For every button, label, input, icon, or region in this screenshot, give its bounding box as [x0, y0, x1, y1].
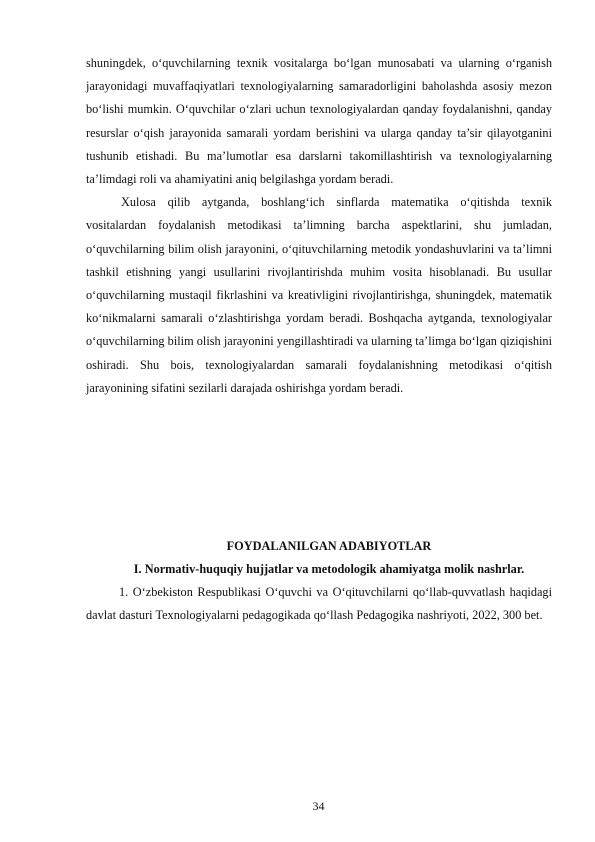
references-section-heading: I. Normativ-huquqiy hujjatlar va metodologik ahamiyatga molik nashrlar.: [133, 562, 525, 577]
references-title: FOYDALANILGAN ADABIYOTLAR: [226, 539, 432, 554]
body-paragraph-1: shuningdek, o‘quvchilarning texnik vositalarga bo‘lgan munosabati va ularning o‘rganish jarayonidagi muvaffaqiyatlari texnologiyalarning samaradorligini baholashda asosiy mezon bo‘lishi mumkin. O‘quvchilar o‘zlari uchun texnologiyalardan qanday foydalanishni, qanday resurslar o‘qish jarayonida samarali yordam berishini va ularga qanday ta’sir qilayotganini tushunib etishadi. Bu ma’lumotlar esa darslarni takomillashtirish va texnologiyalarning ta’limdagi roli va ahamiyatini aniq belgilashga yordam beradi.: [86, 56, 552, 187]
reference-item: 1. O‘zbekiston Respublikasi O‘quvchi va O‘qituvchilarni qo‘llab-quvvatlash haqidagi davlat dasturi Texnologiyalarni pedagogikada qo‘llash Pedagogika nashriyoti, 2022, 300 bet.: [86, 585, 552, 623]
body-paragraph-2: Xulosa qilib aytganda, boshlang‘ich sinflarda matematika o‘qitishda texnik vositalardan foydalanish metodikasi ta’limning barcha aspektlarini, shu jumladan, o‘quvchilarning bilim olish jarayonini, o‘qituvchilarning metodik yondashuvlarini va ta’limni tashkil etishning yangi usullarini rivojlantirishda muhim vosita hisoblanadi. Bu usullar o‘quvchilarning mustaqil fikrlashini va kreativligini rivojlantirishga, shuningdek, matematik ko‘nikmalarni samarali o‘zlashtirishga yordam beradi. Boshqacha aytganda, texnologiyalar o‘quvchilarning bilim olish jarayonini yengillashtiradi va ularning ta’limga bo‘lgan qiziqishini oshiradi. Shu bois, texnologiyalardan samarali foydalanishning metodikasi o‘qitish jarayonining sifatini sezilarli darajada oshirishga yordam beradi.: [86, 195, 552, 395]
section-spacer: [86, 400, 552, 535]
page-number: 34: [312, 799, 325, 813]
page-content: [86, 52, 552, 627]
